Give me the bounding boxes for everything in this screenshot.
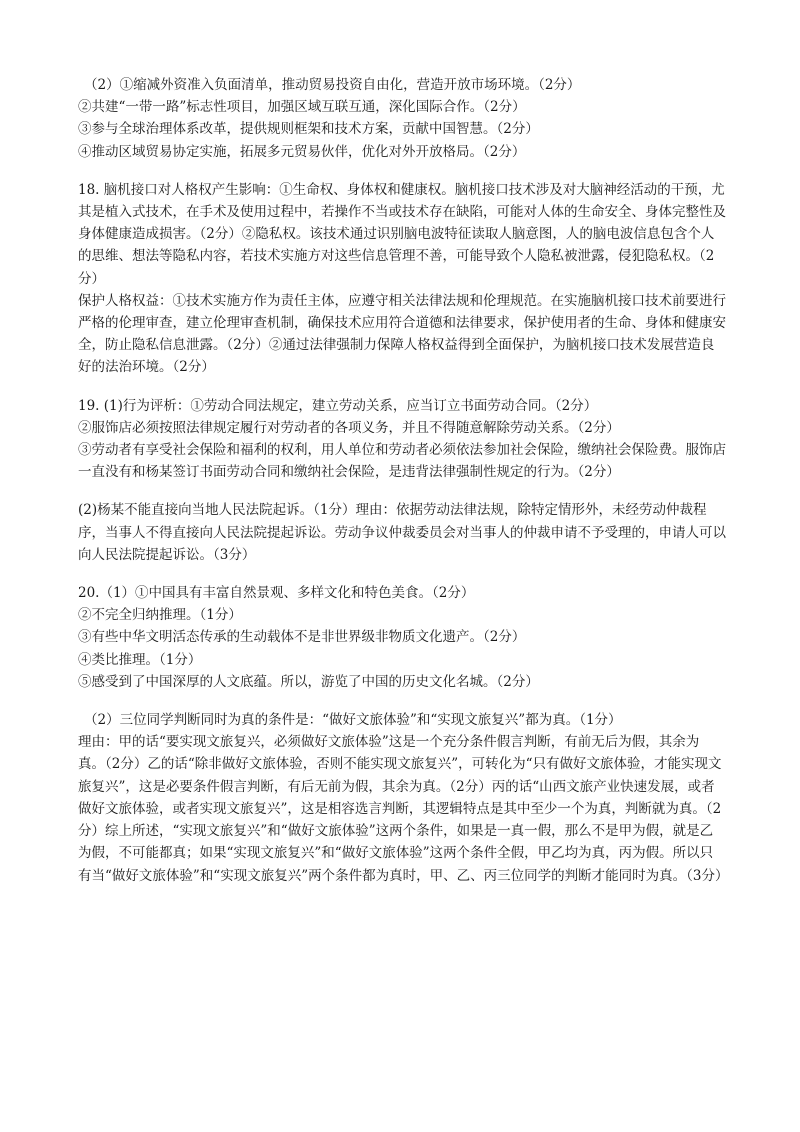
- q20-1-line-2: ②不完全归纳推理。（1分）: [78, 607, 242, 624]
- q20-part1: [78, 582, 726, 693]
- q19-1-line-2: ②服饰店必须按照法律规定履行对劳动者的各项义务，并且不得随意解除劳动关系。（2分）: [78, 419, 620, 436]
- q20-1-line-3: ③有些中华文明活态传承的生动载体不是非世界级非物质文化遗产。（2分）: [78, 629, 526, 646]
- q17-2-line-3: ③参与全球治理体系改革，提供规则框架和技术方案，贡献中国智慧。（2分）: [78, 121, 539, 138]
- q20-2-paragraph: 理由：甲的话“要实现文旅复兴，必须做好文旅体验”这是一个充分条件假言判断，有前无后为假，其余为真。（2分）乙的话“除非做好文旅体验，否则不能实现文旅复兴”，可转化为“只有做好文旅体验，才能实现文旅复兴”，这是必要条件假言判断，有后无前为假，其余为真。（2分）丙的话“山西文旅产业快速发展，或者做好文旅体验，或者实现文旅复兴”，这是相容选言判断，其逻辑特点是其中至少一个为真，判断就为真。（2分）综上所述，“实现文旅复兴”和“做好文旅体验”这两个条件，如果是一真一假，那么不是甲为假，就是乙为假，不可能都真；如果“实现文旅复兴”和“做好文旅体验”这两个条件全假，甲乙均为真，丙为假。所以只有当“做好文旅体验”和“实现文旅复兴”两个条件都为真时，甲、乙、丙三位同学的判断才能同时为真。（3分）: [78, 734, 729, 884]
- q19-1-line-1: 19. (1)行为评析：①劳动合同法规定，建立劳动关系，应当订立书面劳动合同。（2分）: [78, 397, 598, 414]
- q17-2-line-4: ④推动区域贸易协定实施，拓展多元贸易伙伴，优化对外开放格局。（2分）: [78, 143, 526, 160]
- q19-part2: [78, 499, 726, 566]
- q19-2-paragraph: (2)杨某不能直接向当地人民法院起诉。（1分）理由：依据劳动法律法规，除特定情形外，未经劳动仲裁程序，当事人不得直接向人民法院提起诉讼。劳动争议仲裁委员会对当事人的仲裁申请不予受理的，申请人可以向人民法院提起诉讼。（3分）: [78, 502, 726, 563]
- q20-1-line-5: ⑤感受到了中国深厚的人文底蕴。所以，游览了中国的历史文化名城。（2分）: [78, 673, 539, 690]
- q20-1-line-1: 20.（1）①中国具有丰富自然景观、多样文化和特色美食。（2分）: [78, 585, 475, 602]
- answer-document: [78, 74, 729, 887]
- q17-part2: [78, 74, 726, 163]
- q20-2-line-1: （2）三位同学判断同时为真的条件是：“做好文旅体验”和“实现文旅复兴”都为真。（1分）: [84, 712, 622, 729]
- q17-2-line-2: ②共建“一带一路”标志性项目，加强区域互联互通，深化国际合作。（2分）: [78, 99, 526, 116]
- q18-answer: [78, 179, 726, 379]
- q18-paragraph-2: 保护人格权益：①技术实施方作为责任主体，应遵守相关法律法规和伦理规范。在实施脑机接口技术前要进行严格的伦理审查，建立伦理审查机制，确保技术应用符合道德和法律要求，保护使用者的生命、身体和健康安全，防止隐私信息泄露。（2分）②通过法律强制力保障人格权益得到全面保护，为脑机接口技术发展营造良好的法治环境。（2分）: [78, 292, 726, 376]
- q20-1-line-4: ④类比推理。（1分）: [78, 651, 202, 668]
- q18-paragraph-1: 18. 脑机接口对人格权产生影响：①生命权、身体权和健康权。脑机接口技术涉及对大脑神经活动的干预，尤其是植入式技术，在手术及使用过程中，若操作不当或技术存在缺陷，可能对人体的生命安全、身体完整性及身体健康造成损害。（2分）②隐私权。该技术通过识别脑电波特征读取人脑意图，人的脑电波信息包含个人的思维、想法等隐私内容，若技术实施方对这些信息管理不善，可能导致个人隐私被泄露，侵犯隐私权。（2分）: [78, 181, 726, 287]
- q20-part2: [78, 709, 729, 887]
- q19-part1: [78, 395, 726, 484]
- q17-2-line-1: （2）①缩减外资准入负面清单，推动贸易投资自由化，营造开放市场环境。（2分）: [84, 77, 581, 93]
- q19-1-line-3: ③劳动者有享受社会保险和福利的权利，用人单位和劳动者必须依法参加社会保险，缴纳社会保险费。服饰店一直没有和杨某签订书面劳动合同和缴纳社会保险，是违背法律强制性规定的行为。（2分）: [78, 442, 726, 481]
